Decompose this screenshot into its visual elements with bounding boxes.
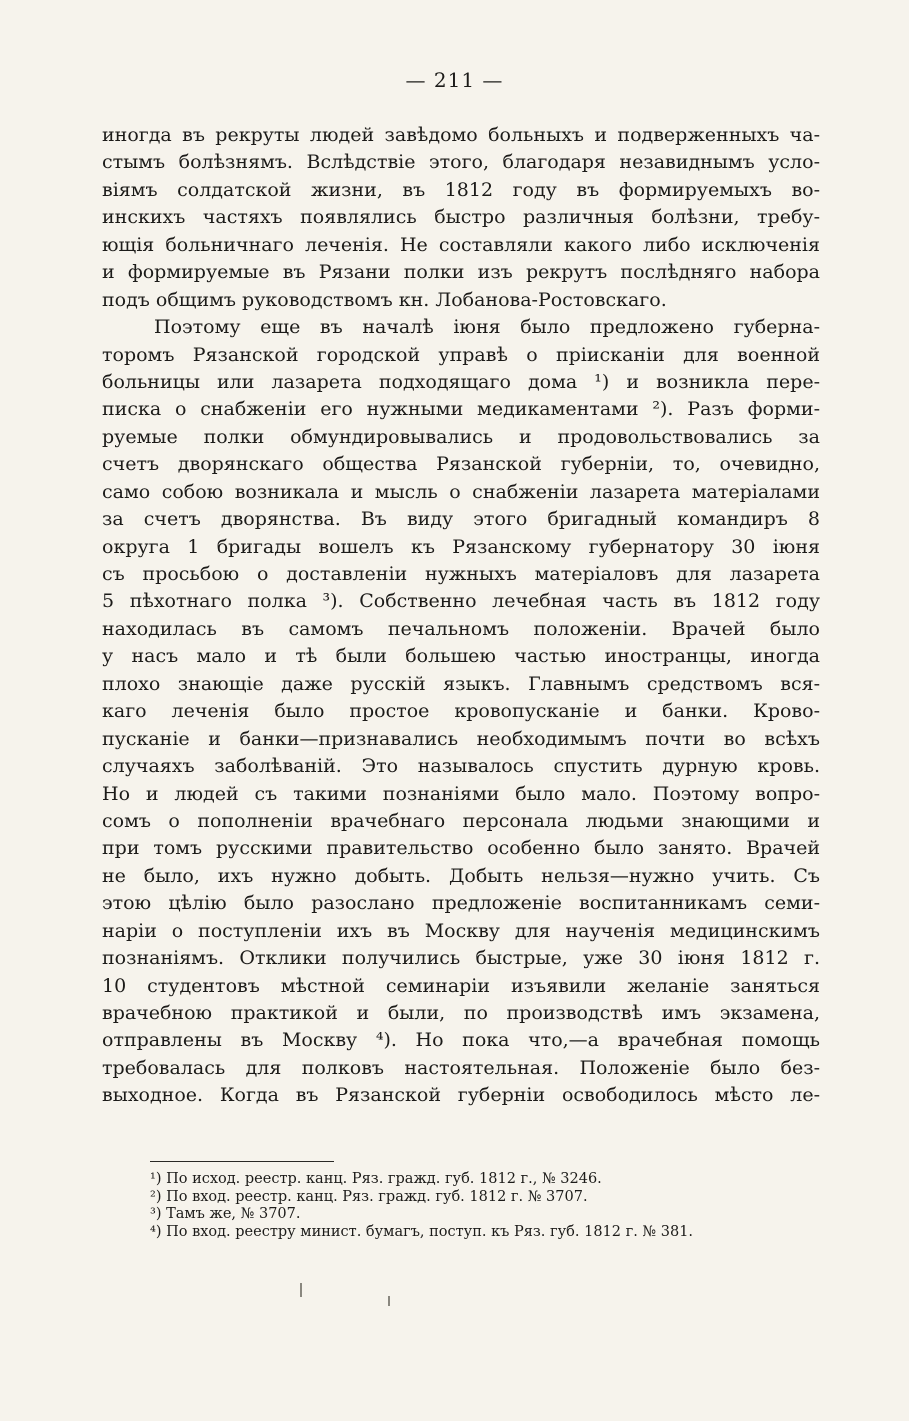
print-mark <box>388 1296 390 1306</box>
text-line: находилась въ самомъ печальномъ положеніи. Врачей было <box>102 617 820 640</box>
text-line: выходное. Когда въ Рязанской губерніи освободилось мѣсто ле- <box>102 1084 820 1107</box>
text-line: само собою возникала и мысль о снабженіи лазарета матеріалами <box>102 480 820 503</box>
text-line: Но и людей съ такими познаніями было мало. Поэтому вопро- <box>102 782 820 805</box>
footnote: ⁴) По вход. реестру минист. бумагъ, поступ. къ Ряз. губ. 1812 г. № 381. <box>150 1223 694 1240</box>
text-line: торомъ Рязанской городской управѣ о пріисканіи для военной <box>102 343 820 366</box>
footnote: ²) По вход. реестр. канц. Ряз. гражд. губ. 1812 г. № 3707. <box>150 1188 588 1205</box>
page-number: — 211 — <box>405 68 504 92</box>
text-line: и формируемые въ Рязани полки изъ рекрутъ послѣдняго набора <box>102 261 820 284</box>
text-line: віямъ солдатской жизни, въ 1812 году въ формируемыхъ во- <box>102 178 820 201</box>
text-line: этою цѣлію было разослано предложеніе воспитанникамъ семи- <box>102 892 820 915</box>
text-line: округа 1 бригады вошелъ къ Рязанскому губернатору 30 іюня <box>102 535 820 558</box>
text-line: подъ общимъ руководствомъ кн. Лобанова-Ростовскаго. <box>102 288 667 311</box>
text-line: съ просьбою о доставленіи нужныхъ матеріаловъ для лазарета <box>102 563 820 585</box>
text-line: плохо знающіе даже русскій языкъ. Главнымъ средствомъ вся- <box>102 672 820 695</box>
text-line: руемые полки обмундировывались и продовольствовались за <box>102 425 820 448</box>
footnote: ³) Тамъ же, № 3707. <box>150 1206 301 1222</box>
text-line: врачебною практикой и были, по производствѣ имъ экзамена, <box>102 1002 820 1024</box>
text-line: не было, ихъ нужно добыть. Добыть нельзя—нужно учить. Съ <box>102 864 820 887</box>
text-line: за счетъ дворянства. Въ виду этого бригадный командиръ 8 <box>102 508 820 531</box>
text-line: у насъ мало и тѣ были большею частью иностранцы, иногда <box>102 645 820 668</box>
footnote: ¹) По исход. реестр. канц. Ряз. гражд. губ. 1812 г., № 3246. <box>150 1171 602 1187</box>
text-line: сомъ о пополненіи врачебнаго персонала людьми знающими и <box>102 809 820 832</box>
footnotes <box>150 1171 820 1241</box>
text-line: случаяхъ заболѣваній. Это называлось спустить дурную кровь. <box>102 755 820 778</box>
text-line: 10 студентовъ мѣстной семинаріи изъявили желаніе заняться <box>102 974 820 997</box>
text-line: ющія больничнаго леченія. Не составляли какого либо исключенія <box>102 233 820 256</box>
text-line: каго леченія было простое кровопусканіе и банки. Крово- <box>102 700 820 723</box>
text-line: наріи о поступленіи ихъ въ Москву для наученія медицинскимъ <box>102 919 820 942</box>
text-line: иногда въ рекруты людей завѣдомо больныхъ и подверженныхъ ча- <box>102 124 820 146</box>
text-line: при томъ русскими правительство особенно было занято. Врачей <box>102 837 820 860</box>
text-line: пусканіе и банки—признавались необходимымъ почти во всѣхъ <box>102 727 820 750</box>
text-line: 5 пѣхотнаго полка ³). Собственно лечебная часть въ 1812 году <box>102 590 820 613</box>
text-line: требовалась для полковъ настоятельная. Положеніе было без- <box>102 1056 820 1079</box>
text-line: больницы или лазарета подходящаго дома ¹) и возникла пере- <box>102 370 820 393</box>
text-line: стымъ болѣзнямъ. Вслѣдствіе этого, благодаря незавиднымъ усло- <box>102 151 820 174</box>
body-text <box>102 122 820 1110</box>
text-line: писка о снабженіи его нужными медикаментами ²). Разъ форми- <box>102 398 820 421</box>
text-line: инскихъ частяхъ появлялись быстро различныя болѣзни, требу- <box>102 206 820 229</box>
footnote-divider <box>150 1161 334 1162</box>
text-line: отправлены въ Москву ⁴). Но пока что,—а врачебная помощь <box>102 1029 820 1052</box>
text-line: познаніямъ. Отклики получились быстрые, уже 30 іюня 1812 г. <box>102 947 820 970</box>
print-mark <box>300 1283 302 1297</box>
text-line: Поэтому еще въ началѣ іюня было предложено губерна- <box>154 316 820 339</box>
text-line: счетъ дворянскаго общества Рязанской губерніи, то, очевидно, <box>102 453 820 476</box>
